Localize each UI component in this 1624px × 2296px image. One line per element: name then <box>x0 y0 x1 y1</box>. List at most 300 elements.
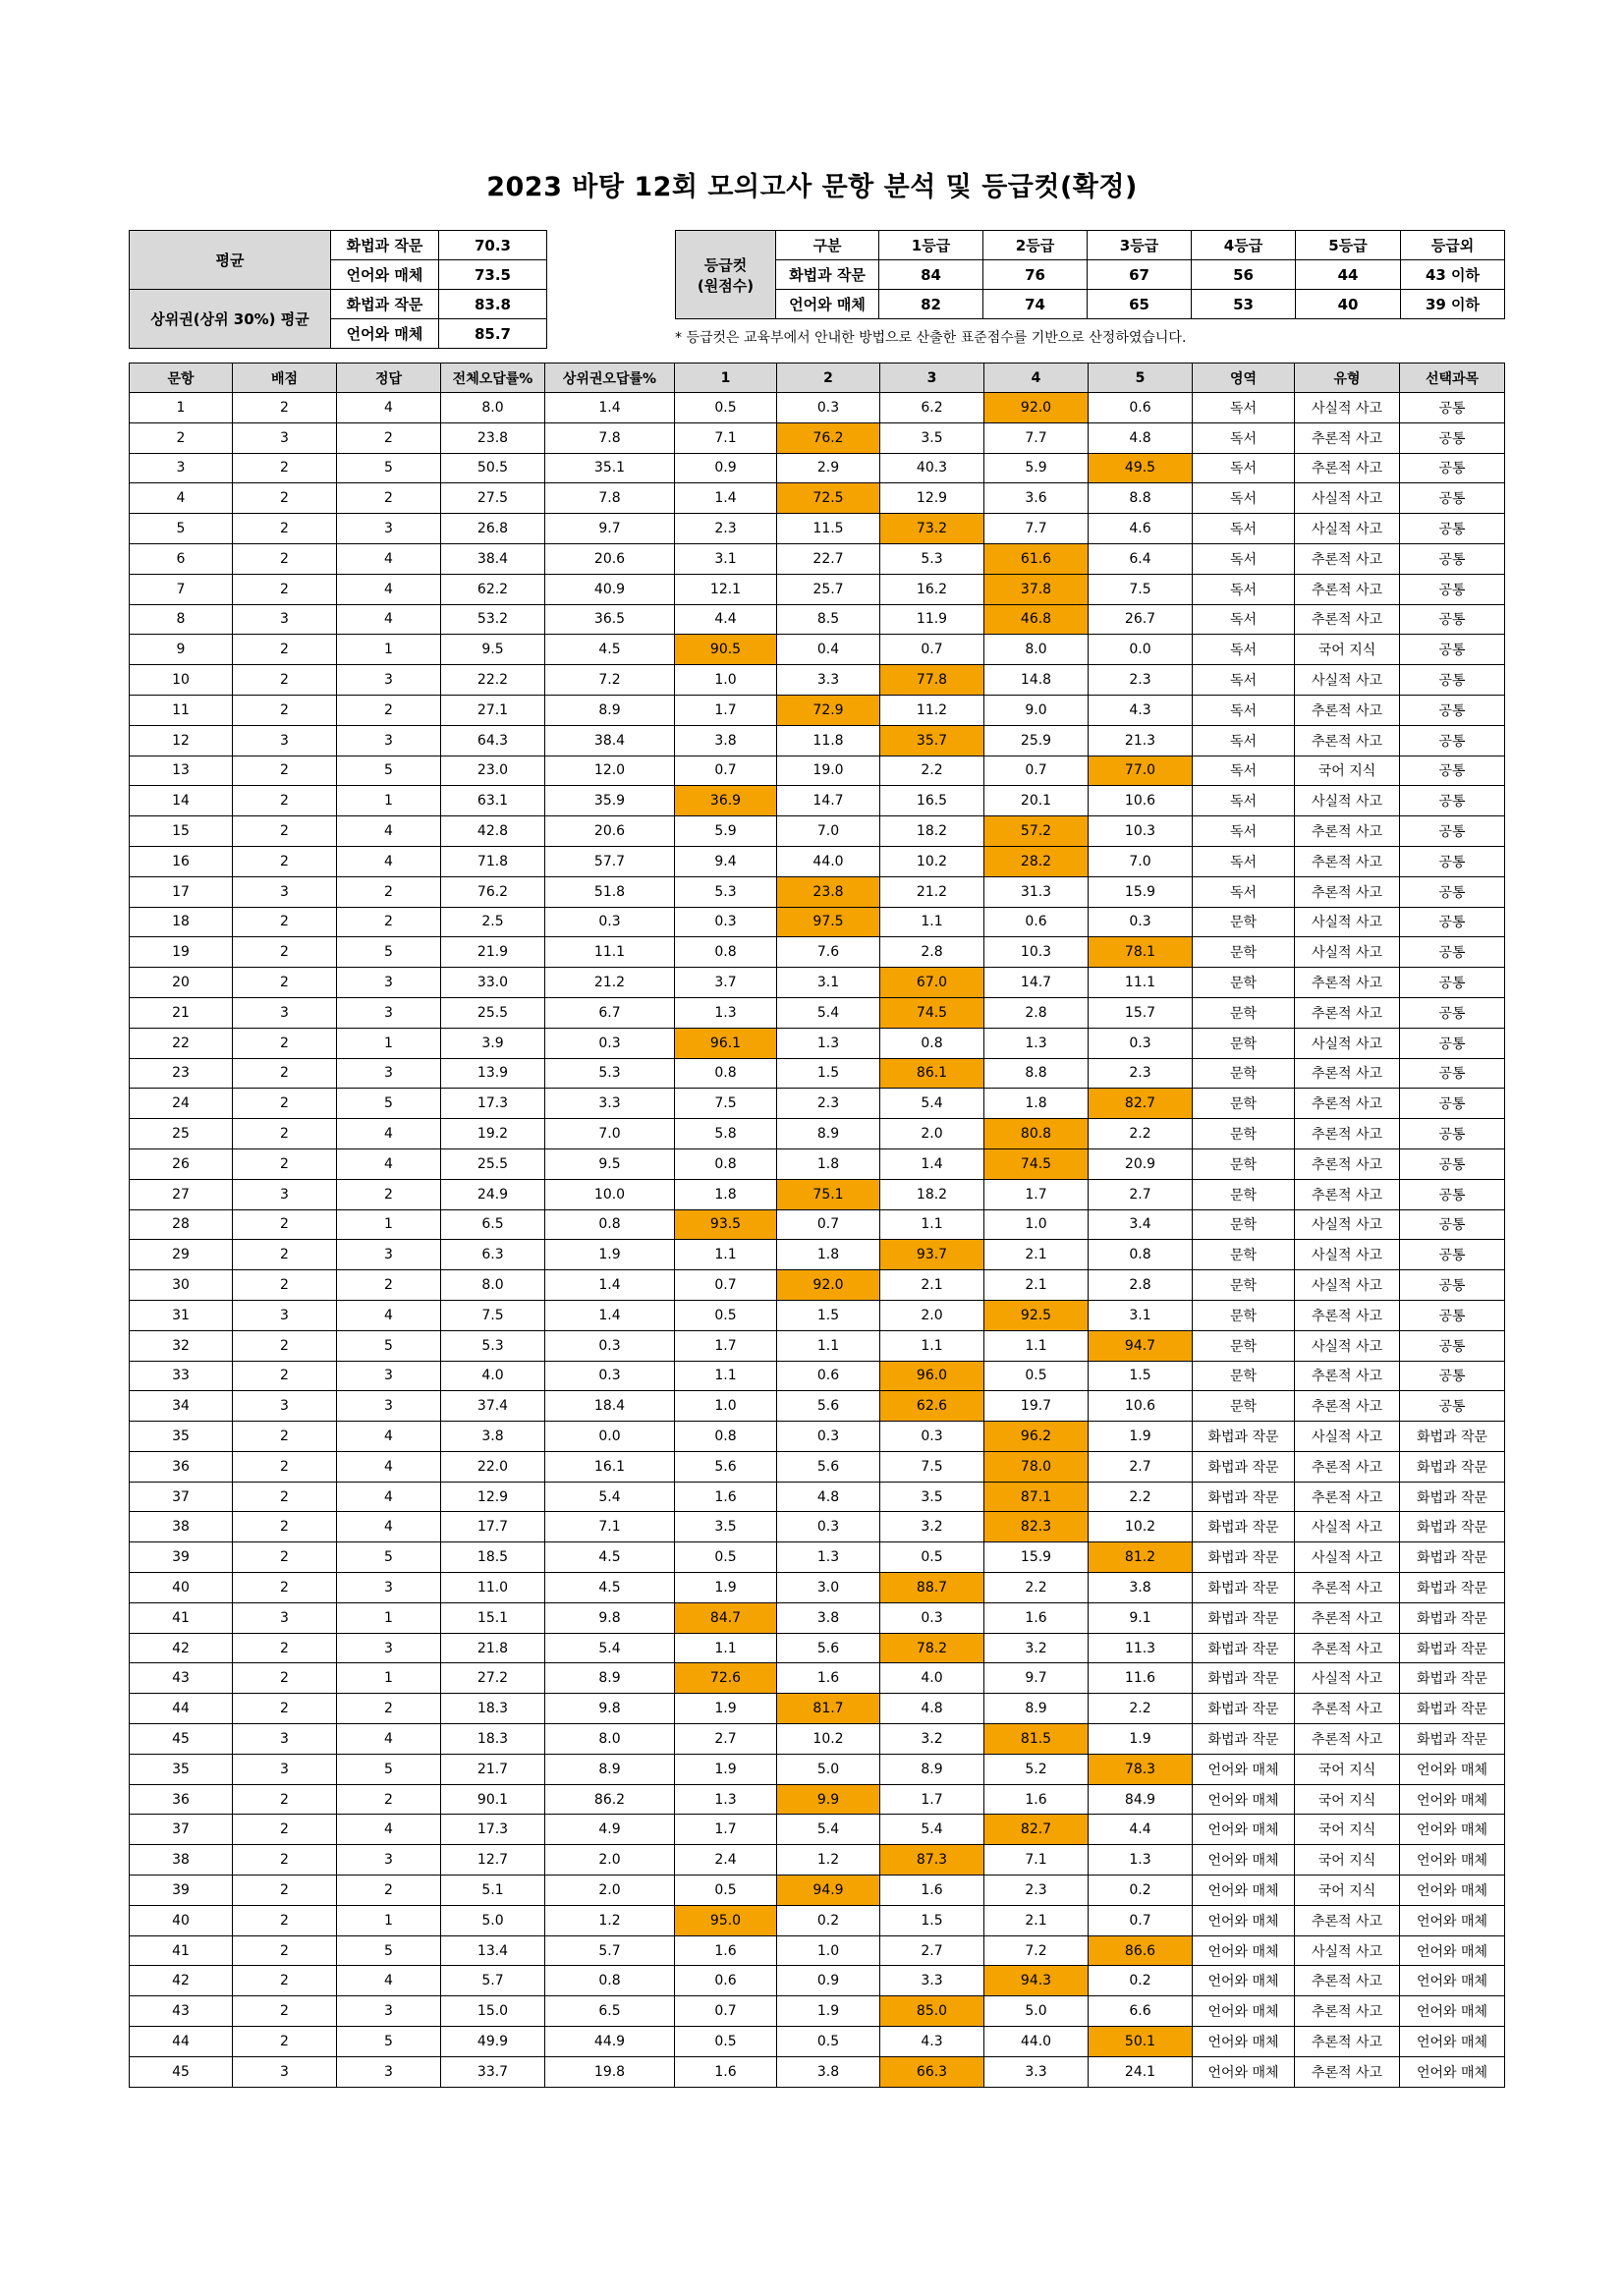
cell-choice-5: 0.0 <box>1089 635 1193 665</box>
cell-domain: 언어와 매체 <box>1193 1784 1295 1815</box>
table-row <box>130 1058 1505 1089</box>
cell-answer: 4 <box>337 1451 441 1482</box>
grade-cut-note: * 등급컷은 교육부에서 안내한 방법으로 산출한 표준점수를 기반으로 산정하였습니다. <box>675 330 1187 346</box>
cell-choice-4: 9.0 <box>984 695 1089 725</box>
cell-choice-5: 10.2 <box>1089 1512 1193 1542</box>
cell-question-type: 사실적 사고 <box>1295 665 1400 696</box>
cell-answer: 1 <box>337 1209 441 1240</box>
cell-choice-5: 11.1 <box>1089 968 1193 998</box>
cell-domain: 독서 <box>1193 604 1295 635</box>
cell-choice-5: 49.5 <box>1089 453 1193 483</box>
cell-item-number: 35 <box>130 1754 233 1784</box>
cell-item-number: 28 <box>130 1209 233 1240</box>
cell-domain: 화법과 작문 <box>1193 1633 1295 1663</box>
table-row <box>130 1996 1505 2027</box>
cell-choice-3: 4.0 <box>880 1663 984 1694</box>
cell-choice-4: 19.7 <box>984 1391 1089 1422</box>
cell-choice-4: 20.1 <box>984 786 1089 816</box>
cell-elective: 언어와 매체 <box>1400 1845 1505 1876</box>
cell-domain: 독서 <box>1193 876 1295 907</box>
cell-choice-1: 9.4 <box>675 846 777 876</box>
cell-domain: 언어와 매체 <box>1193 1815 1295 1845</box>
cell-choice-2: 1.6 <box>777 1663 880 1694</box>
cell-item-number: 22 <box>130 1028 233 1058</box>
cell-choice-2: 0.5 <box>777 2027 880 2057</box>
cell-elective: 공통 <box>1400 968 1505 998</box>
cell-elective: 공통 <box>1400 1119 1505 1149</box>
cell-choice-3: 16.2 <box>880 574 984 604</box>
cell-points: 2 <box>233 816 337 847</box>
cell-question-type: 추론적 사고 <box>1295 876 1400 907</box>
column-header: 전체오답률% <box>441 364 545 393</box>
cell-domain: 문학 <box>1193 1330 1295 1361</box>
cell-choice-2: 5.6 <box>777 1391 880 1422</box>
cell-choice-1: 7.5 <box>675 1089 777 1119</box>
table-row <box>130 876 1505 907</box>
cell-elective: 화법과 작문 <box>1400 1694 1505 1724</box>
cell-top-error-rate: 51.8 <box>545 876 675 907</box>
cell-domain: 문학 <box>1193 1058 1295 1089</box>
cell-top-error-rate: 21.2 <box>545 968 675 998</box>
cell-question-type: 사실적 사고 <box>1295 1935 1400 1966</box>
cell-top-error-rate: 7.1 <box>545 1512 675 1542</box>
cell-answer: 3 <box>337 1633 441 1663</box>
cell-choice-4: 87.1 <box>984 1482 1089 1512</box>
cell-choice-3: 16.5 <box>880 786 984 816</box>
cell-overall-error-rate: 37.4 <box>441 1391 545 1422</box>
cell-choice-4: 7.1 <box>984 1845 1089 1876</box>
cell-elective: 언어와 매체 <box>1400 1996 1505 2027</box>
cell-choice-1: 90.5 <box>675 635 777 665</box>
cell-choice-2: 1.0 <box>777 1935 880 1966</box>
cell-item-number: 43 <box>130 1996 233 2027</box>
cell-choice-5: 1.9 <box>1089 1422 1193 1452</box>
table-row <box>130 483 1505 514</box>
cell-answer: 4 <box>337 1300 441 1330</box>
cell-item-number: 45 <box>130 2056 233 2087</box>
cell-question-type: 추론적 사고 <box>1295 1179 1400 1209</box>
cell-overall-error-rate: 50.5 <box>441 453 545 483</box>
cell-choice-3: 8.9 <box>880 1754 984 1784</box>
cell-choice-5: 78.1 <box>1089 937 1193 968</box>
cell-choice-1: 7.1 <box>675 422 777 453</box>
cell-item-number: 4 <box>130 483 233 514</box>
cell-overall-error-rate: 17.7 <box>441 1512 545 1542</box>
cell-choice-3: 1.7 <box>880 1784 984 1815</box>
cell-choice-5: 78.3 <box>1089 1754 1193 1784</box>
cell-choice-1: 1.1 <box>675 1633 777 1663</box>
cell-choice-4: 1.6 <box>984 1602 1089 1633</box>
table-row <box>130 1148 1505 1179</box>
cell-overall-error-rate: 27.1 <box>441 695 545 725</box>
cell-overall-error-rate: 3.9 <box>441 1028 545 1058</box>
cell-item-number: 38 <box>130 1845 233 1876</box>
cell-choice-2: 3.0 <box>777 1573 880 1603</box>
cell-choice-4: 0.7 <box>984 756 1089 786</box>
cell-top-error-rate: 5.3 <box>545 1058 675 1089</box>
table-row <box>130 695 1505 725</box>
cell-choice-2: 5.4 <box>777 997 880 1028</box>
cell-question-type: 추론적 사고 <box>1295 2027 1400 2057</box>
cell-points: 2 <box>233 1361 337 1391</box>
cell-answer: 1 <box>337 1602 441 1633</box>
cell-question-type: 추론적 사고 <box>1295 1148 1400 1179</box>
cell-top-error-rate: 5.4 <box>545 1633 675 1663</box>
cell-choice-5: 77.0 <box>1089 756 1193 786</box>
cell-elective: 언어와 매체 <box>1400 1754 1505 1784</box>
cell-domain: 화법과 작문 <box>1193 1573 1295 1603</box>
cell-elective: 공통 <box>1400 422 1505 453</box>
cell-points: 2 <box>233 453 337 483</box>
cell-top-error-rate: 8.9 <box>545 1754 675 1784</box>
cell-choice-4: 2.3 <box>984 1876 1089 1906</box>
cell-choice-5: 1.5 <box>1089 1361 1193 1391</box>
cell-elective: 화법과 작문 <box>1400 1633 1505 1663</box>
cell-choice-1: 1.6 <box>675 1482 777 1512</box>
cell-answer: 5 <box>337 1935 441 1966</box>
table-row <box>130 968 1505 998</box>
cell-points: 3 <box>233 876 337 907</box>
cell-overall-error-rate: 15.1 <box>441 1602 545 1633</box>
cell-choice-4: 81.5 <box>984 1724 1089 1755</box>
cell-points: 3 <box>233 604 337 635</box>
cell-top-error-rate: 16.1 <box>545 1451 675 1482</box>
cell-question-type: 추론적 사고 <box>1295 1633 1400 1663</box>
cell-choice-1: 3.1 <box>675 543 777 574</box>
grade-cut-value: 67 <box>1088 260 1192 290</box>
cell-domain: 독서 <box>1193 695 1295 725</box>
cell-points: 2 <box>233 1209 337 1240</box>
cell-choice-3: 5.3 <box>880 543 984 574</box>
cell-top-error-rate: 2.0 <box>545 1876 675 1906</box>
cell-question-type: 국어 지식 <box>1295 756 1400 786</box>
cell-item-number: 42 <box>130 1966 233 1996</box>
cell-top-error-rate: 2.0 <box>545 1845 675 1876</box>
cell-choice-4: 92.0 <box>984 393 1089 423</box>
average-table <box>129 230 547 349</box>
cell-choice-5: 0.7 <box>1089 1905 1193 1935</box>
cell-top-error-rate: 9.5 <box>545 1148 675 1179</box>
cell-choice-4: 3.6 <box>984 483 1089 514</box>
cell-choice-5: 0.3 <box>1089 907 1193 937</box>
column-header: 3 <box>880 364 984 393</box>
column-header: 4 <box>984 364 1089 393</box>
cell-choice-2: 72.5 <box>777 483 880 514</box>
cell-choice-2: 11.8 <box>777 725 880 756</box>
cell-item-number: 44 <box>130 1694 233 1724</box>
cell-domain: 화법과 작문 <box>1193 1602 1295 1633</box>
cell-points: 2 <box>233 1966 337 1996</box>
cell-choice-4: 7.2 <box>984 1935 1089 1966</box>
cell-choice-5: 94.7 <box>1089 1330 1193 1361</box>
cell-elective: 공통 <box>1400 1179 1505 1209</box>
table-row <box>130 1422 1505 1452</box>
cell-choice-4: 10.3 <box>984 937 1089 968</box>
cell-answer: 4 <box>337 1482 441 1512</box>
cell-choice-5: 2.2 <box>1089 1694 1193 1724</box>
cell-points: 3 <box>233 1300 337 1330</box>
cell-domain: 독서 <box>1193 422 1295 453</box>
cell-answer: 4 <box>337 816 441 847</box>
cell-choice-1: 0.8 <box>675 937 777 968</box>
cell-choice-1: 5.9 <box>675 816 777 847</box>
cell-question-type: 추론적 사고 <box>1295 1602 1400 1633</box>
cell-elective: 공통 <box>1400 1089 1505 1119</box>
cell-elective: 공통 <box>1400 483 1505 514</box>
grade-cut-header: 2등급 <box>983 231 1088 260</box>
cell-choice-3: 18.2 <box>880 1179 984 1209</box>
cell-choice-1: 2.7 <box>675 1724 777 1755</box>
cell-item-number: 34 <box>130 1391 233 1422</box>
grade-cut-header: 4등급 <box>1192 231 1296 260</box>
cell-domain: 언어와 매체 <box>1193 1845 1295 1876</box>
cell-top-error-rate: 5.4 <box>545 1482 675 1512</box>
table-row <box>130 816 1505 847</box>
table-row <box>130 1573 1505 1603</box>
cell-item-number: 26 <box>130 1148 233 1179</box>
cell-choice-2: 1.3 <box>777 1028 880 1058</box>
cell-choice-4: 82.7 <box>984 1815 1089 1845</box>
cell-top-error-rate: 20.6 <box>545 543 675 574</box>
cell-top-error-rate: 0.3 <box>545 907 675 937</box>
cell-points: 2 <box>233 1512 337 1542</box>
cell-elective: 공통 <box>1400 786 1505 816</box>
cell-points: 3 <box>233 1754 337 1784</box>
column-header: 2 <box>777 364 880 393</box>
cell-choice-4: 1.6 <box>984 1784 1089 1815</box>
cell-answer: 4 <box>337 846 441 876</box>
cell-overall-error-rate: 22.0 <box>441 1451 545 1482</box>
cell-choice-2: 1.3 <box>777 1542 880 1573</box>
column-header: 유형 <box>1295 364 1400 393</box>
cell-choice-3: 3.2 <box>880 1512 984 1542</box>
cell-choice-5: 24.1 <box>1089 2056 1193 2087</box>
cell-top-error-rate: 1.4 <box>545 1270 675 1301</box>
cell-answer: 1 <box>337 786 441 816</box>
cell-choice-4: 2.1 <box>984 1905 1089 1935</box>
cell-answer: 1 <box>337 1028 441 1058</box>
table-row <box>130 1845 1505 1876</box>
cell-choice-4: 37.8 <box>984 574 1089 604</box>
cell-choice-5: 10.6 <box>1089 786 1193 816</box>
cell-choice-1: 1.1 <box>675 1240 777 1270</box>
cell-domain: 문학 <box>1193 997 1295 1028</box>
cell-top-error-rate: 86.2 <box>545 1784 675 1815</box>
cell-item-number: 2 <box>130 422 233 453</box>
cell-item-number: 32 <box>130 1330 233 1361</box>
cell-points: 2 <box>233 1935 337 1966</box>
cell-overall-error-rate: 33.7 <box>441 2056 545 2087</box>
cell-points: 3 <box>233 422 337 453</box>
grade-cut-subject: 화법과 작문 <box>776 260 879 290</box>
cell-overall-error-rate: 5.3 <box>441 1330 545 1361</box>
cell-points: 2 <box>233 574 337 604</box>
cell-answer: 2 <box>337 483 441 514</box>
cell-choice-1: 0.6 <box>675 1966 777 1996</box>
cell-points: 2 <box>233 1542 337 1573</box>
column-header: 정답 <box>337 364 441 393</box>
cell-elective: 언어와 매체 <box>1400 1815 1505 1845</box>
cell-points: 2 <box>233 1694 337 1724</box>
cell-answer: 3 <box>337 1573 441 1603</box>
cell-top-error-rate: 8.9 <box>545 1663 675 1694</box>
cell-domain: 언어와 매체 <box>1193 1996 1295 2027</box>
cell-choice-2: 5.6 <box>777 1451 880 1482</box>
column-header: 문항 <box>130 364 233 393</box>
cell-item-number: 14 <box>130 786 233 816</box>
cell-top-error-rate: 0.0 <box>545 1422 675 1452</box>
average-subject: 언어와 매체 <box>331 319 439 349</box>
table-row <box>130 1935 1505 1966</box>
cell-elective: 언어와 매체 <box>1400 1784 1505 1815</box>
cell-domain: 문학 <box>1193 1119 1295 1149</box>
cell-points: 3 <box>233 997 337 1028</box>
cell-item-number: 29 <box>130 1240 233 1270</box>
grade-cut-value: 65 <box>1088 290 1192 319</box>
cell-domain: 독서 <box>1193 665 1295 696</box>
cell-choice-3: 74.5 <box>880 997 984 1028</box>
cell-answer: 1 <box>337 1663 441 1694</box>
cell-choice-1: 4.4 <box>675 604 777 635</box>
cell-points: 2 <box>233 1815 337 1845</box>
cell-elective: 공통 <box>1400 756 1505 786</box>
cell-domain: 독서 <box>1193 846 1295 876</box>
average-value: 83.8 <box>439 290 547 319</box>
cell-choice-1: 96.1 <box>675 1028 777 1058</box>
cell-overall-error-rate: 18.3 <box>441 1694 545 1724</box>
cell-choice-4: 31.3 <box>984 876 1089 907</box>
cell-overall-error-rate: 22.2 <box>441 665 545 696</box>
table-row <box>130 786 1505 816</box>
cell-elective: 언어와 매체 <box>1400 1876 1505 1906</box>
cell-choice-3: 86.1 <box>880 1058 984 1089</box>
cell-answer: 3 <box>337 1361 441 1391</box>
cell-domain: 독서 <box>1193 453 1295 483</box>
cell-elective: 공통 <box>1400 725 1505 756</box>
cell-choice-1: 5.3 <box>675 876 777 907</box>
cell-elective: 공통 <box>1400 665 1505 696</box>
cell-elective: 공통 <box>1400 937 1505 968</box>
cell-top-error-rate: 4.9 <box>545 1815 675 1845</box>
cell-question-type: 추론적 사고 <box>1295 816 1400 847</box>
cell-domain: 독서 <box>1193 816 1295 847</box>
cell-domain: 독서 <box>1193 725 1295 756</box>
cell-choice-2: 7.0 <box>777 816 880 847</box>
cell-choice-2: 4.8 <box>777 1482 880 1512</box>
cell-elective: 공통 <box>1400 907 1505 937</box>
cell-elective: 화법과 작문 <box>1400 1663 1505 1694</box>
cell-question-type: 추론적 사고 <box>1295 1119 1400 1149</box>
cell-choice-4: 0.5 <box>984 1361 1089 1391</box>
cell-choice-2: 3.8 <box>777 1602 880 1633</box>
table-row <box>130 1179 1505 1209</box>
cell-question-type: 추론적 사고 <box>1295 725 1400 756</box>
cell-question-type: 사실적 사고 <box>1295 1663 1400 1694</box>
cell-item-number: 45 <box>130 1724 233 1755</box>
cell-points: 2 <box>233 393 337 423</box>
cell-choice-5: 1.9 <box>1089 1724 1193 1755</box>
cell-domain: 화법과 작문 <box>1193 1451 1295 1482</box>
cell-choice-5: 2.7 <box>1089 1179 1193 1209</box>
grade-cut-value: 56 <box>1192 260 1296 290</box>
cell-points: 2 <box>233 514 337 544</box>
cell-question-type: 추론적 사고 <box>1295 1966 1400 1996</box>
cell-answer: 5 <box>337 937 441 968</box>
cell-points: 2 <box>233 1633 337 1663</box>
cell-overall-error-rate: 17.3 <box>441 1815 545 1845</box>
cell-choice-5: 21.3 <box>1089 725 1193 756</box>
cell-choice-3: 40.3 <box>880 453 984 483</box>
cell-choice-2: 25.7 <box>777 574 880 604</box>
cell-points: 2 <box>233 968 337 998</box>
cell-overall-error-rate: 53.2 <box>441 604 545 635</box>
cell-choice-5: 4.4 <box>1089 1815 1193 1845</box>
cell-elective: 언어와 매체 <box>1400 1905 1505 1935</box>
cell-item-number: 8 <box>130 604 233 635</box>
cell-overall-error-rate: 18.5 <box>441 1542 545 1573</box>
cell-choice-5: 84.9 <box>1089 1784 1193 1815</box>
cell-overall-error-rate: 13.9 <box>441 1058 545 1089</box>
cell-choice-4: 1.8 <box>984 1089 1089 1119</box>
cell-choice-3: 18.2 <box>880 816 984 847</box>
cell-question-type: 국어 지식 <box>1295 1754 1400 1784</box>
cell-choice-5: 2.2 <box>1089 1119 1193 1149</box>
cell-choice-3: 4.8 <box>880 1694 984 1724</box>
cell-choice-4: 44.0 <box>984 2027 1089 2057</box>
cell-answer: 5 <box>337 1089 441 1119</box>
cell-question-type: 추론적 사고 <box>1295 574 1400 604</box>
cell-item-number: 33 <box>130 1361 233 1391</box>
cell-answer: 3 <box>337 968 441 998</box>
cell-item-number: 6 <box>130 543 233 574</box>
cell-elective: 공통 <box>1400 1330 1505 1361</box>
cell-points: 3 <box>233 1602 337 1633</box>
cell-choice-2: 3.3 <box>777 665 880 696</box>
cell-answer: 2 <box>337 1179 441 1209</box>
cell-choice-5: 10.3 <box>1089 816 1193 847</box>
cell-elective: 공통 <box>1400 1240 1505 1270</box>
cell-choice-3: 1.1 <box>880 1209 984 1240</box>
cell-top-error-rate: 6.7 <box>545 997 675 1028</box>
cell-choice-3: 1.1 <box>880 907 984 937</box>
cell-choice-4: 0.6 <box>984 907 1089 937</box>
cell-question-type: 국어 지식 <box>1295 1815 1400 1845</box>
cell-choice-3: 2.2 <box>880 756 984 786</box>
cell-overall-error-rate: 23.0 <box>441 756 545 786</box>
cell-choice-2: 2.9 <box>777 453 880 483</box>
cell-question-type: 추론적 사고 <box>1295 1451 1400 1482</box>
cell-answer: 3 <box>337 2056 441 2087</box>
table-row <box>130 543 1505 574</box>
cell-overall-error-rate: 13.4 <box>441 1935 545 1966</box>
cell-overall-error-rate: 33.0 <box>441 968 545 998</box>
cell-choice-3: 3.3 <box>880 1966 984 1996</box>
table-row <box>130 1119 1505 1149</box>
cell-choice-5: 4.3 <box>1089 695 1193 725</box>
cell-elective: 공통 <box>1400 1391 1505 1422</box>
cell-choice-2: 8.9 <box>777 1119 880 1149</box>
column-header: 선택과목 <box>1400 364 1505 393</box>
cell-elective: 공통 <box>1400 1148 1505 1179</box>
grade-cut-subject: 언어와 매체 <box>776 290 879 319</box>
cell-choice-4: 8.8 <box>984 1058 1089 1089</box>
table-row <box>130 1482 1505 1512</box>
cell-overall-error-rate: 2.5 <box>441 907 545 937</box>
cell-choice-5: 4.6 <box>1089 514 1193 544</box>
cell-choice-2: 0.6 <box>777 1361 880 1391</box>
cell-overall-error-rate: 19.2 <box>441 1119 545 1149</box>
cell-answer: 4 <box>337 393 441 423</box>
